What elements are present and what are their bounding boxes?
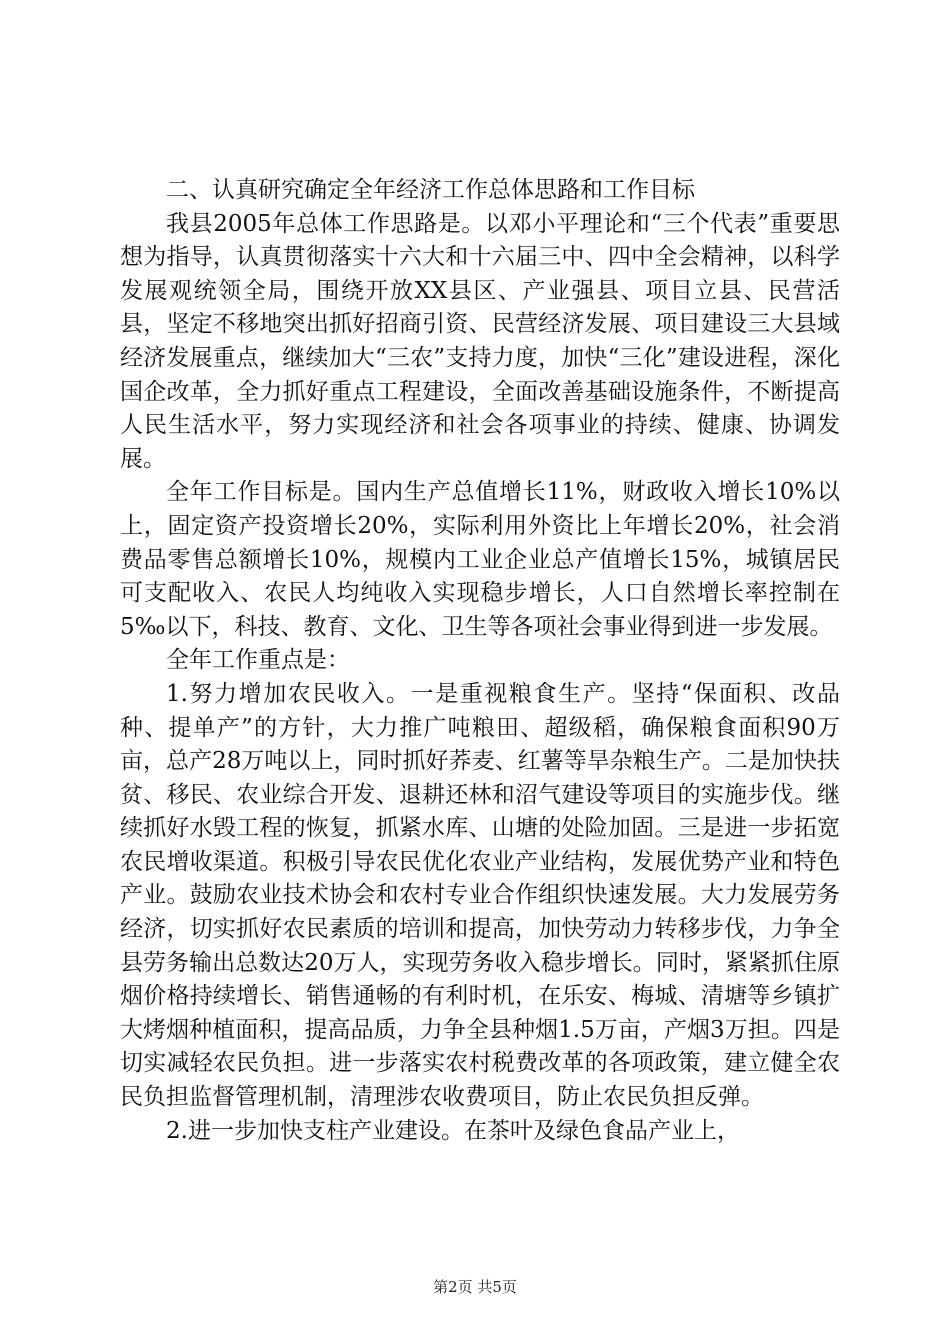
paragraph-farmer-income: 1.努力增加农民收入。一是重视粮食生产。坚持“保面积、改品种、提单产”的方针，大力推广吨粮田、超级稻，确保粮食面积90万亩，总产28万吨以上，同时抓好荞麦、红薯等旱杂粮生产。二是加快扶贫、移民、农业综合开发、退耕还林和沼气建设等项目的实施步伐。继续抓好水毁工程的恢复，抓紧水库、山塘的处险加固。三是进一步拓宽农民增收渠道。积极引导农民优化农业产业结构，发展优势产业和特色产业。鼓励农业技术协会和农村专业合作组织快速发展。大力发展劳务经济，切实抓好农民素质的培训和提高，加快劳动力转移步伐，力争全县劳务输出总数达20万人，实现劳务收入稳步增长。同时，紧紧抓住原烟价格持续增长、销售通畅的有利时机，在乐安、梅城、清塘等乡镇扩大烤烟种植面积，提高品质，力争全县种烟1.5万亩，产烟3万担。四是切实减轻农民负担。进一步落实农村税费改革的各项政策，建立健全农民负担监督管理机制，清理涉农收费项目，防止农民负担反弹。 <box>120 680 840 1111</box>
paragraph-key-tasks-intro: 全年工作重点是： <box>166 647 350 674</box>
paragraph-pillar-industry: 2.进一步加快支柱产业建设。在茶叶及绿色食品产业上， <box>166 1117 740 1144</box>
page-footer: 第2页 共5页 <box>433 1278 517 1296</box>
section-heading: 二、认真研究确定全年经济工作总体思路和工作目标 <box>166 177 695 203</box>
paragraph-annual-targets: 全年工作目标是。国内生产总值增长11%，财政收入增长10%以上，固定资产投资增长20%，实际利用外资比上年增长20%，社会消费品零售总额增长10%，规模内工业企业总产值增长15%，城镇居民可支配收入、农民人均纯收入实现稳步增长，人口自然增长率控制在5‰以下，科技、教育、文化、卫生等各项社会事业得到进一步发展。 <box>120 479 840 640</box>
paragraph-work-approach: 我县2005年总体工作思路是。以邓小平理论和“三个代表”重要思想为指导，认真贯彻落实十六大和十六届三中、四中全会精神，以科学发展观统领全局，围绕开放XX县区、产业强县、项目立县、民营活县，坚定不移地突出抓好招商引资、民营经济发展、项目建设三大县域经济发展重点，继续加大“三农”支持力度，加快“三化”建设进程，深化国企改革，全力抓好重点工程建设，全面改善基础设施条件，不断提高人民生活水平，努力实现经济和社会各项事业的持续、健康、协调发展。 <box>120 210 840 472</box>
document-body <box>120 174 840 1148</box>
